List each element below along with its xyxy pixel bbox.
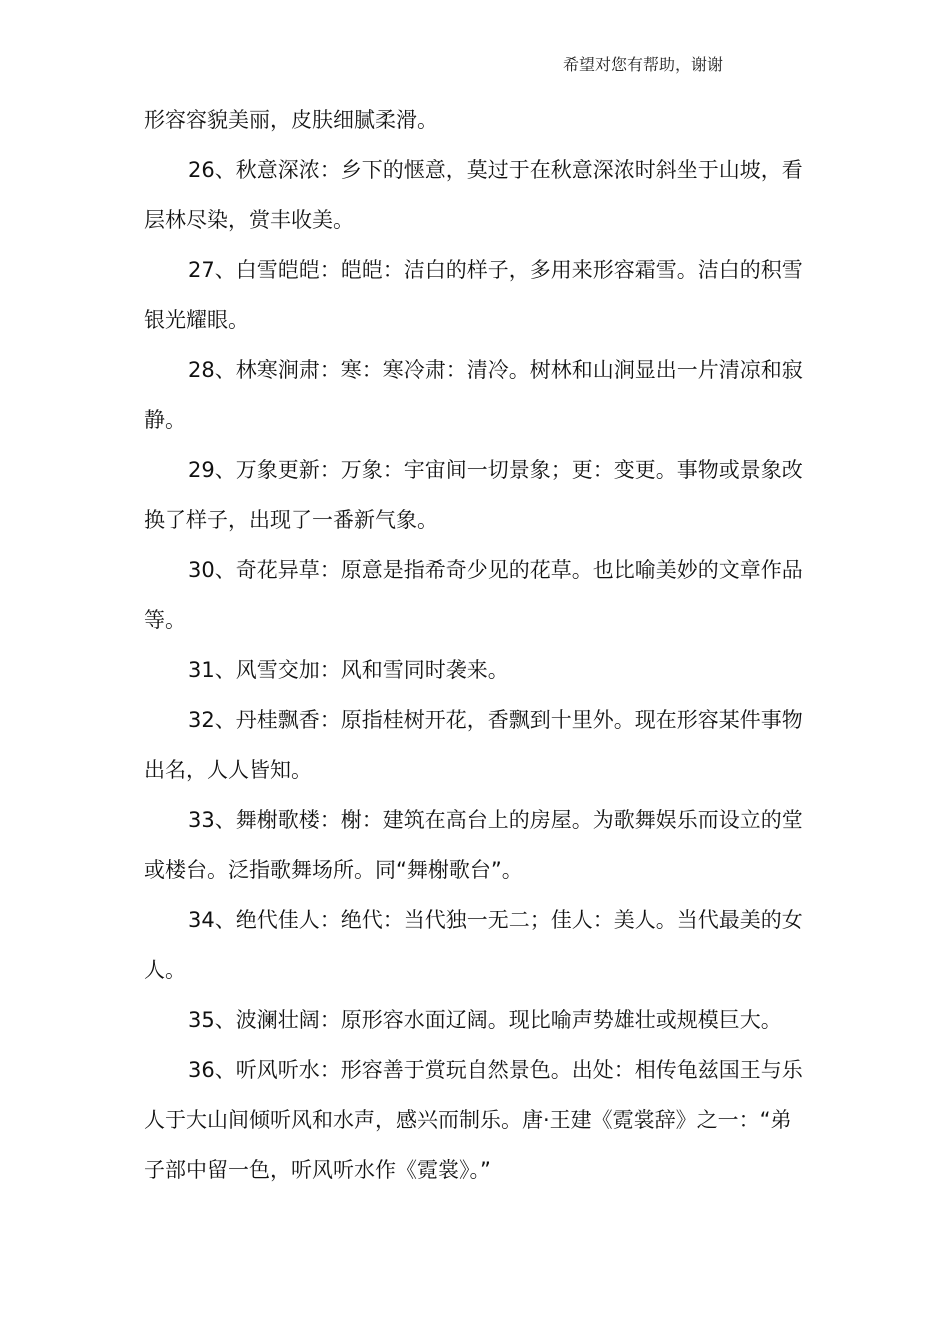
paragraph-continuation: 形容容貌美丽，皮肤细腻柔滑。 [144,108,438,132]
document-body [144,95,804,1195]
paragraph-entry-29: 29、万象更新：万象：宇宙间一切景象；更：变更。事物或景象改换了样子，出现了一番新气象。 [144,458,803,532]
paragraph-entry-33: 33、舞榭歌楼：榭：建筑在高台上的房屋。为歌舞娱乐而设立的堂或楼台。泛指歌舞场所。同“舞榭歌台”。 [144,808,803,882]
page-header: 希望对您有帮助，谢谢 [563,55,724,74]
paragraph-entry-34: 34、绝代佳人：绝代：当代独一无二；佳人：美人。当代最美的女人。 [144,908,803,982]
paragraph-entry-32: 32、丹桂飘香：原指桂树开花，香飘到十里外。现在形容某件事物出名，人人皆知。 [144,708,803,782]
paragraph-entry-28: 28、林寒涧肃：寒：寒冷肃：清冷。树林和山涧显出一片清凉和寂静。 [144,358,803,432]
paragraph-entry-27: 27、白雪皑皑：皑皑：洁白的样子，多用来形容霜雪。洁白的积雪银光耀眼。 [144,258,803,332]
paragraph-entry-35: 35、波澜壮阔：原形容水面辽阔。现比喻声势雄壮或规模巨大。 [188,1008,782,1032]
paragraph-entry-36: 36、听风听水：形容善于赏玩自然景色。出处：相传龟兹国王与乐人于大山间倾听风和水声，感兴而制乐。唐·王建《霓裳辞》之一：“弟子部中留一色，听风听水作《霓裳》。” [144,1058,803,1182]
paragraph-entry-26: 26、秋意深浓：乡下的惬意，莫过于在秋意深浓时斜坐于山坡，看层林尽染，赏丰收美。 [144,158,803,232]
paragraph-entry-30: 30、奇花异草：原意是指希奇少见的花草。也比喻美妙的文章作品等。 [144,558,803,632]
paragraph-entry-31: 31、风雪交加：风和雪同时袭来。 [188,658,509,682]
